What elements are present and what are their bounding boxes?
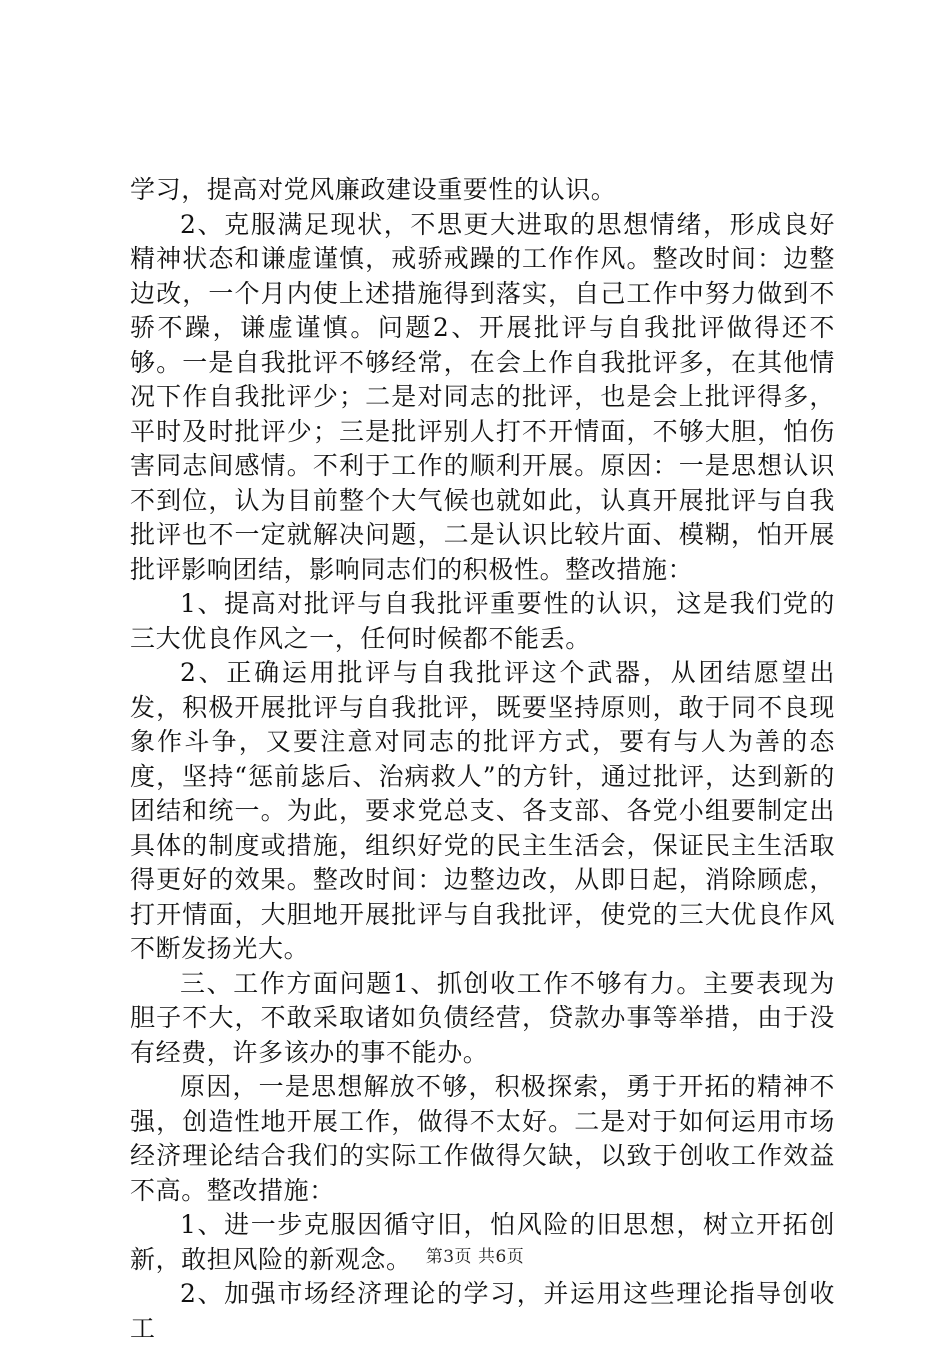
paragraph: 2、克服满足现状，不思更大进取的思想情绪，形成良好精神状态和谦虚谨慎，戒骄戒躁的工作作风。整改时间：边整边改，一个月内使上述措施得到落实，自己工作中努力做到不骄不躁，谦虚谨慎。问题2、开展批评与自我批评做得还不够。一是自我批评不够经常，在会上作自我批评多，在其他情况下作自我批评少；二是对同志的批评，也是会上批评得多，平时及时批评少；三是批评别人打不开情面，不够大胆，怕伤害同志间感情。不利于工作的顺利开展。原因：一是思想认识不到位，认为目前整个大气候也就如此，认真开展批评与自我批评也不一定就解决问题，二是认识比较片面、模糊，怕开展批评影响团结，影响同志们的积极性。整改措施： [130, 209, 835, 584]
paragraph: 1、提高对批评与自我批评重要性的认识，这是我们党的三大优良作风之一，任何时候都不能丢。 [130, 589, 835, 653]
paragraph: 1、进一步克服因循守旧，怕风险的旧思想，树立开拓创新，敢担风险的新观念。 [130, 1210, 835, 1274]
paragraph: 原因，一是思想解放不够，积极探索，勇于开拓的精神不强，创造性地开展工作，做得不太好。二是对于如何运用市场经济理论结合我们的实际工作做得欠缺，以致于创收工作效益不高。整改措施： [130, 1072, 835, 1205]
paragraph: 三、工作方面问题1、抓创收工作不够有力。主要表现为胆子不大，不敢采取诸如负债经营，贷款办事等举措，由于没有经费，许多该办的事不能办。 [130, 968, 835, 1067]
page-number-label: 第3页 共6页 [425, 1247, 525, 1267]
paragraph: 2、加强市场经济理论的学习，并运用这些理论指导创收工 [130, 1279, 835, 1343]
document-body [130, 173, 835, 1346]
paragraph: 2、正确运用批评与自我批评这个武器，从团结愿望出发，积极开展批评与自我批评，既要坚持原则，敢于同不良现象作斗争，又要注意对同志的批评方式，要有与人为善的态度，坚持“惩前毖后、治病救人”的方针，通过批评，达到新的团结和统一。为此，要求党总支、各支部、各党小组要制定出具体的制度或措施，组织好党的民主生活会，保证民主生活取得更好的效果。整改时间：边整边改，从即日起，消除顾虑，打开情面，大胆地开展批评与自我批评，使党的三大优良作风不断发扬光大。 [130, 658, 835, 963]
page-footer [0, 1242, 950, 1267]
paragraph: 学习，提高对党风廉政建设重要性的认识。 [130, 175, 617, 204]
